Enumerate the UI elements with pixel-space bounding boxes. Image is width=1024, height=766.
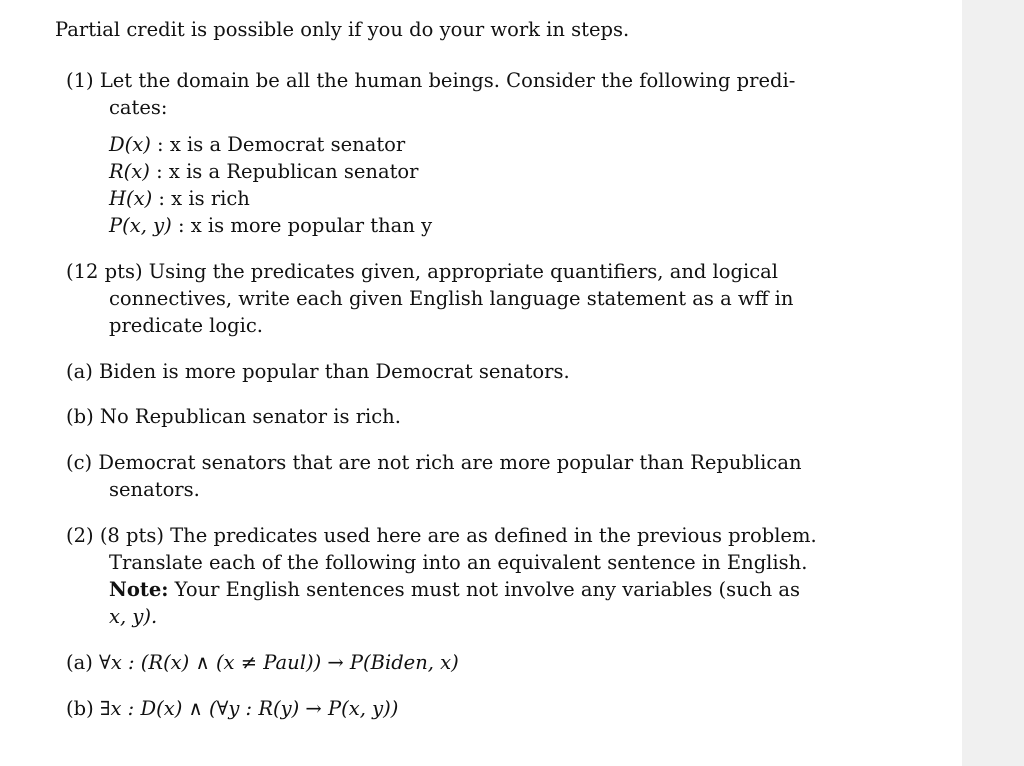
note-text: Your English sentences must not involve any variables (such as	[168, 578, 801, 601]
question-1c-line2: senators.	[109, 478, 200, 501]
formula-2a: ∀x : (R(x) ∧ (x ≠ Paul)) → P(Biden, x)	[99, 651, 459, 674]
formula-2b: ∃x : D(x) ∧ (∀y : R(y) → P(x, y))	[99, 697, 399, 720]
predicate-p	[109, 213, 432, 239]
question-2b	[66, 696, 398, 722]
predicate-desc: : x is a Democrat senator	[150, 133, 406, 156]
problem2-line2: Translate each of the following into an equivalent sentence in English.	[109, 551, 808, 574]
question-2a-label: (a)	[66, 651, 100, 674]
problem1-line1: (1) Let the domain be all the human beings. Consider the following predi-	[66, 69, 796, 92]
instructions-line2: connectives, write each given English language statement as a wff in	[109, 287, 794, 310]
predicate-d	[109, 132, 405, 158]
intro-text: Partial credit is possible only if you do your work in steps.	[55, 18, 630, 41]
problem1-line2: cates:	[109, 96, 168, 119]
instructions-line3: predicate logic.	[109, 314, 264, 337]
predicate-h	[109, 186, 250, 212]
question-2a	[66, 650, 459, 676]
question-1a: (a) Biden is more popular than Democrat senators.	[66, 360, 570, 383]
side-gutter	[962, 0, 1024, 766]
problem2-line1: (2) (8 pts) The predicates used here are as defined in the previous problem.	[66, 524, 817, 547]
predicate-symbol: P(x, y)	[109, 214, 172, 237]
problem2-note	[109, 577, 800, 603]
instructions-line1: (12 pts) Using the predicates given, appropriate quantifiers, and logical	[66, 260, 779, 283]
question-1b: (b) No Republican senator is rich.	[66, 405, 401, 428]
predicate-symbol: H(x)	[109, 187, 153, 210]
predicate-desc: : x is more popular than y	[171, 214, 433, 237]
problem2-line4: x, y).	[109, 605, 158, 628]
predicate-desc: : x is rich	[152, 187, 250, 210]
predicate-symbol: R(x)	[109, 160, 150, 183]
predicate-desc: : x is a Republican senator	[149, 160, 419, 183]
note-label: Note:	[109, 578, 169, 601]
predicate-r	[109, 159, 419, 185]
question-2b-label: (b)	[66, 697, 100, 720]
question-1c-line1: (c) Democrat senators that are not rich are more popular than Republican	[66, 451, 802, 474]
predicate-symbol: D(x)	[109, 133, 151, 156]
